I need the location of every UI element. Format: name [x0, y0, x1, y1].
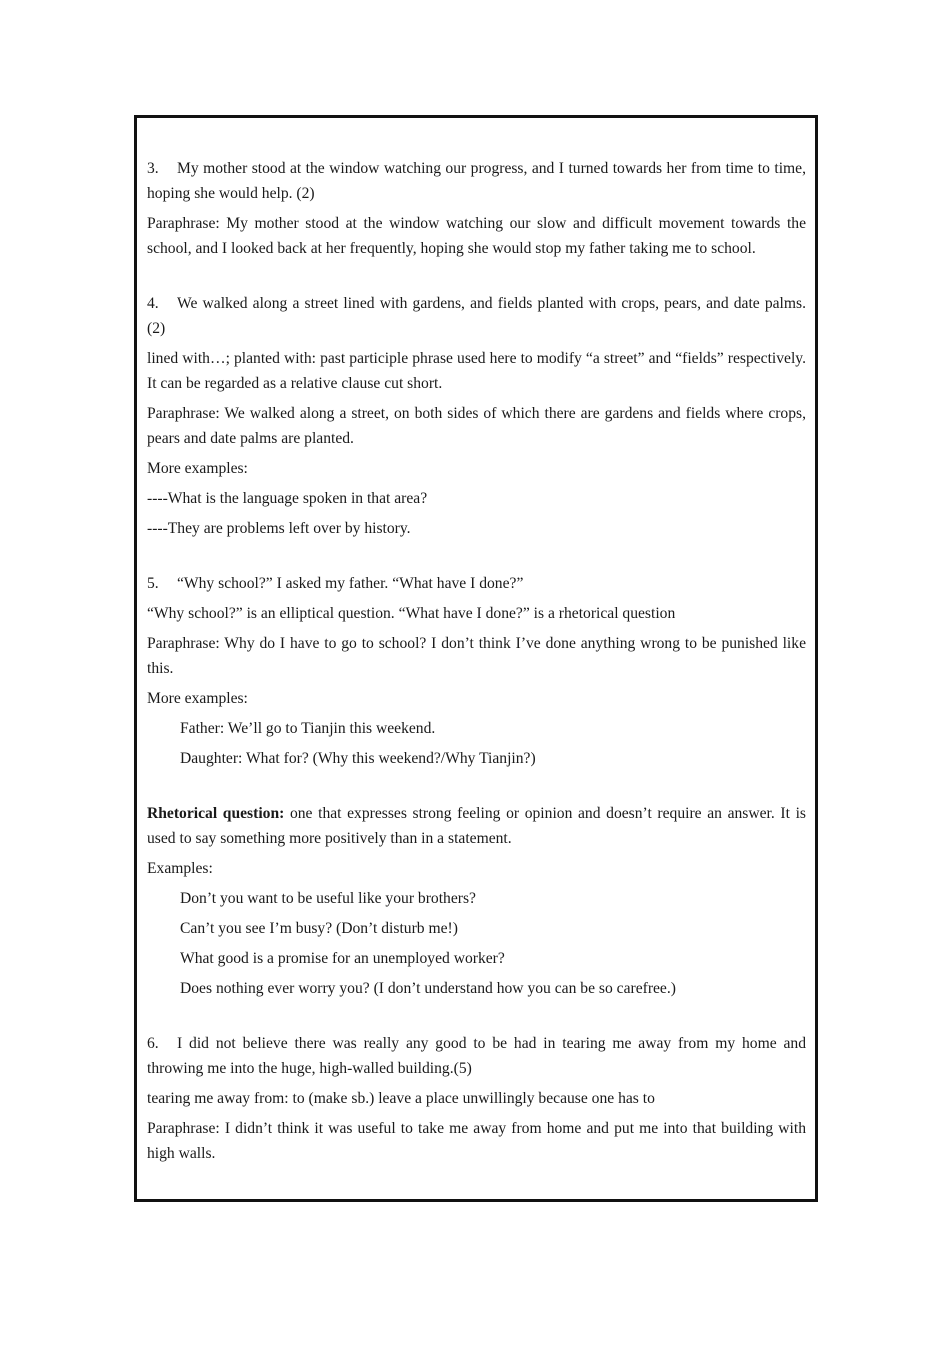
item-4-example: ----What is the language spoken in that area? [147, 490, 428, 507]
spacer [147, 1006, 806, 1031]
sentence-text: We walked along a street lined with gardens, and fields planted with crops, pears, and date palms. (2) [147, 295, 806, 337]
notes-box [134, 115, 818, 1202]
item-5-note: “Why school?” is an elliptical question. “What have I done?” is a rhetorical question [147, 605, 676, 622]
item-4-examples-label: More examples: [147, 460, 248, 477]
sentence-text: I did not believe there was really any good to be had in tearing me away from my home and throwing me into the huge, high-walled building.(5) [147, 1035, 806, 1077]
item-5-example: Daughter: What for? (Why this weekend?/Why Tianjin?) [180, 750, 536, 767]
item-number: 3. [147, 160, 159, 177]
spacer [147, 266, 806, 291]
item-4-note: lined with…; planted with: past participle phrase used here to modify “a street” and “fields” respectively. It can be regarded as a relative clause cut short. [147, 350, 806, 392]
item-6-paraphrase: Paraphrase: I didn’t think it was useful to take me away from home and put me into that building with high walls. [147, 1120, 806, 1162]
item-number: 5. [147, 575, 159, 592]
item-3-sentence [147, 156, 806, 206]
item-number: 6. [147, 1035, 159, 1052]
rhetorical-example: Can’t you see I’m busy? (Don’t disturb me!) [180, 920, 458, 937]
rhetorical-definition [147, 801, 806, 851]
item-4-example: ----They are problems left over by history. [147, 520, 411, 537]
rhetorical-examples-label: Examples: [147, 860, 213, 877]
rhetorical-example: Don’t you want to be useful like your brothers? [180, 890, 476, 907]
spacer [147, 546, 806, 571]
spacer [147, 776, 806, 801]
item-5-examples-label: More examples: [147, 690, 248, 707]
notes-content [147, 156, 806, 1171]
item-number: 4. [147, 295, 159, 312]
item-5-sentence [147, 571, 806, 596]
rhetorical-example: Does nothing ever worry you? (I don’t understand how you can be so carefree.) [180, 980, 676, 997]
item-5-paraphrase: Paraphrase: Why do I have to go to school? I don’t think I’ve done anything wrong to be punished like this. [147, 635, 806, 677]
item-5-example: Father: We’ll go to Tianjin this weekend. [180, 720, 436, 737]
item-3-paraphrase: Paraphrase: My mother stood at the window watching our slow and difficult movement towards the school, and I looked back at her frequently, hoping she would stop my father taking me to school. [147, 215, 806, 257]
term: Rhetorical question: [147, 805, 285, 822]
item-6-sentence [147, 1031, 806, 1081]
item-4-paraphrase: Paraphrase: We walked along a street, on both sides of which there are gardens and fields where crops, pears and date palms are planted. [147, 405, 806, 447]
item-4-sentence [147, 291, 806, 341]
sentence-text: My mother stood at the window watching our progress, and I turned towards her from time to time, hoping she would help. (2) [147, 160, 806, 202]
sentence-text: “Why school?” I asked my father. “What have I done?” [177, 575, 524, 592]
rhetorical-example: What good is a promise for an unemployed worker? [180, 950, 505, 967]
definition-text: one that expresses strong feeling or opinion and doesn’t require an answer. It is used to say something more positively than in a statement. [147, 805, 806, 847]
item-6-note: tearing me away from: to (make sb.) leave a place unwillingly because one has to [147, 1090, 655, 1107]
